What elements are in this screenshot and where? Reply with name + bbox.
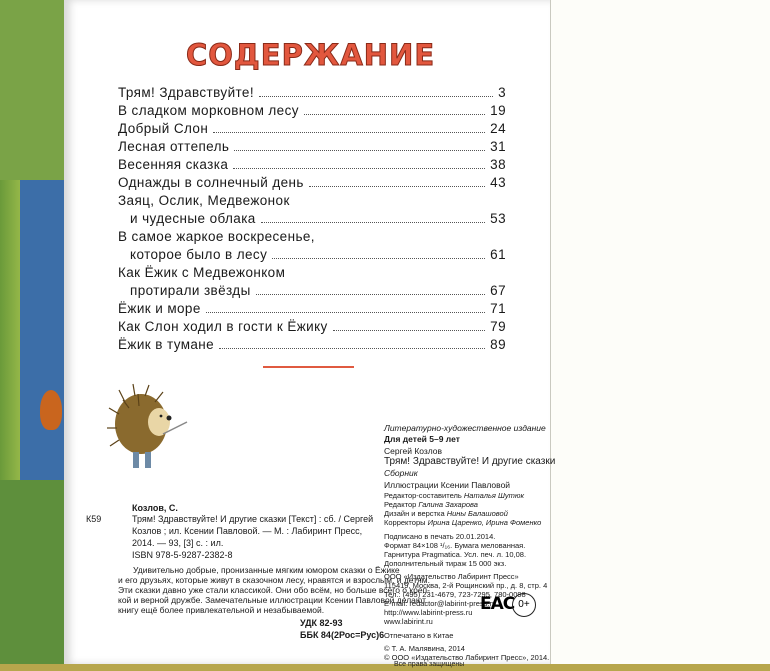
toc-entry xyxy=(118,84,506,102)
annotation: книгу ещё более привлекательной и незабываемой. xyxy=(118,605,325,615)
toc-title: Лесная оттепель xyxy=(118,138,232,156)
age-rating-badge: 0+ xyxy=(512,593,536,617)
imprint-book-title: Трям! Здравствуйте! И другие сказки xyxy=(384,456,556,467)
imprint-editor: Редактор-составитель Наталья Шутюк xyxy=(384,491,525,500)
copyright: © Т. А. Малявина, 2014 xyxy=(384,644,465,653)
toc-page: 38 xyxy=(490,157,506,172)
catalog-author: Козлов, С. xyxy=(132,503,178,513)
toc-entry xyxy=(118,318,506,336)
imprint-genre: Литературно-художественное издание xyxy=(384,423,546,433)
toc-entry xyxy=(118,228,506,246)
imprint-editor: Редактор Галина Захарова xyxy=(384,500,478,509)
toc-entry xyxy=(118,138,506,156)
toc-title: Как Ёжик с Медвежонком xyxy=(118,264,288,282)
table-of-contents xyxy=(118,84,506,354)
leader-dots xyxy=(219,348,485,349)
toc-entry xyxy=(118,192,506,210)
bbk: ББК 84(2Рос=Рус)6 xyxy=(300,630,385,640)
toc-page: 89 xyxy=(490,337,506,352)
toc-entry-cont xyxy=(118,282,506,300)
leader-dots xyxy=(213,132,485,133)
toc-entry xyxy=(118,336,506,354)
divider xyxy=(263,366,354,368)
rights-notice: Все права защищены xyxy=(394,661,465,668)
leader-dots xyxy=(304,114,485,115)
toc-entry-cont xyxy=(118,246,506,264)
leader-dots xyxy=(309,186,485,187)
publisher-address: 115419, Москва, 2-й Рощинский пр., д. 8, стр. 4 xyxy=(384,581,548,590)
toc-entry xyxy=(118,102,506,120)
print-info: Гарнитура Pragmatica. Усл. печ. л. 10,08. xyxy=(384,550,527,559)
leader-dots xyxy=(234,150,485,151)
annotation: кой и верной дружбе. Замечательные иллюстрации Ксении Павловой делают xyxy=(118,595,426,605)
leader-dots xyxy=(206,312,485,313)
toc-page: 31 xyxy=(490,139,506,154)
toc-page: 43 xyxy=(490,175,506,190)
leader-dots xyxy=(256,294,485,295)
imprint-author: Сергей Козлов xyxy=(384,446,443,456)
toc-title: Заяц, Ослик, Медвежонок xyxy=(118,192,293,210)
blank-right-page xyxy=(550,0,770,664)
catalog-desc: Козлов ; ил. Ксении Павловой. — М. : Лабиринт Пресс, xyxy=(132,526,363,536)
annotation: Эти сказки давно уже стали классикой. Они обо всём, но больше всего о креп- xyxy=(118,585,430,595)
toc-page: 61 xyxy=(490,247,506,262)
publisher-site: http://www.labirint-press.ru xyxy=(384,608,473,617)
toc-page: 3 xyxy=(498,85,506,100)
catalog-desc: 2014. — 93, [3] с. : ил. xyxy=(132,538,224,548)
print-info: Подписано в печать 20.01.2014. xyxy=(384,532,496,541)
annotation: Удивительно добрые, пронизанные мягким юмором сказки о Ёжике xyxy=(133,565,400,575)
leader-dots xyxy=(272,258,485,259)
toc-entry-cont xyxy=(118,210,506,228)
toc-title: и чудесные облака xyxy=(118,210,259,228)
annotation: и его друзьях, которые живут в сказочном лесу, нравятся и взрослым, и детям. xyxy=(118,575,430,585)
toc-entry xyxy=(118,300,506,318)
hedgehog-illustration xyxy=(105,382,195,477)
publisher: ООО «Издательство Лабиринт Пресс» xyxy=(384,572,519,581)
toc-title: Ёжик и море xyxy=(118,300,204,318)
catalog-code: К59 xyxy=(86,514,102,524)
cover-illustration-edge xyxy=(0,0,70,671)
toc-title: Как Слон ходил в гости к Ёжику xyxy=(118,318,331,336)
imprint-designer: Дизайн и верстка Нины Балашовой xyxy=(384,509,508,518)
toc-title: Однажды в солнечный день xyxy=(118,174,307,192)
imprint-proofreaders: Корректоры Ирина Царенко, Ирина Фоменко xyxy=(384,518,542,527)
imprint-illustrator: Иллюстрации Ксении Павловой xyxy=(384,480,511,490)
toc-page: 67 xyxy=(490,283,506,298)
toc-title: которое было в лесу xyxy=(118,246,270,264)
toc-entry xyxy=(118,120,506,138)
toc-page: 53 xyxy=(490,211,506,226)
publisher-email: E-mail: redactor@labirint-press.ru xyxy=(384,599,497,608)
printed-in: Отпечатано в Китае xyxy=(384,631,454,640)
book-edge xyxy=(0,664,770,671)
publisher-phone: Тел.: (495) 231-4679, 723-7295, 780-0098 xyxy=(384,590,526,599)
toc-entry xyxy=(118,174,506,192)
toc-page: 24 xyxy=(490,121,506,136)
toc-page: 71 xyxy=(490,301,506,316)
leader-dots xyxy=(261,222,485,223)
toc-page: 79 xyxy=(490,319,506,334)
print-info: Формат 84×108 ¹/₁₆. Бумага мелованная. xyxy=(384,541,526,550)
toc-title: Трям! Здравствуйте! xyxy=(118,84,257,102)
udk: УДК 82-93 xyxy=(300,618,343,628)
print-info: Дополнительный тираж 15 000 экз. xyxy=(384,559,507,568)
leader-dots xyxy=(333,330,485,331)
toc-title: В самое жаркое воскресенье, xyxy=(118,228,318,246)
toc-title: протирали звёзды xyxy=(118,282,254,300)
publisher-site: www.labirint.ru xyxy=(384,617,433,626)
copyright: © ООО «Издательство Лабиринт Пресс», 2014. xyxy=(384,653,550,662)
toc-title: Ёжик в тумане xyxy=(118,336,217,354)
toc-title: Весенняя сказка xyxy=(118,156,231,174)
imprint-age: Для детей 5–9 лет xyxy=(384,434,460,444)
toc-page: 19 xyxy=(490,103,506,118)
eac-mark: ЕАС xyxy=(480,594,515,614)
toc-entry xyxy=(118,264,506,282)
leader-dots xyxy=(259,96,493,97)
toc-title: В сладком морковном лесу xyxy=(118,102,302,120)
catalog-desc: Трям! Здравствуйте! И другие сказки [Текст] : сб. / Сергей xyxy=(132,514,374,524)
page-title: СОДЕРЖАНИЕ xyxy=(186,38,436,72)
toc-entry xyxy=(118,156,506,174)
leader-dots xyxy=(233,168,485,169)
toc-title: Добрый Слон xyxy=(118,120,211,138)
catalog-isbn: ISBN 978-5-9287-2382-8 xyxy=(132,550,233,560)
imprint-kind: Сборник xyxy=(384,468,418,478)
